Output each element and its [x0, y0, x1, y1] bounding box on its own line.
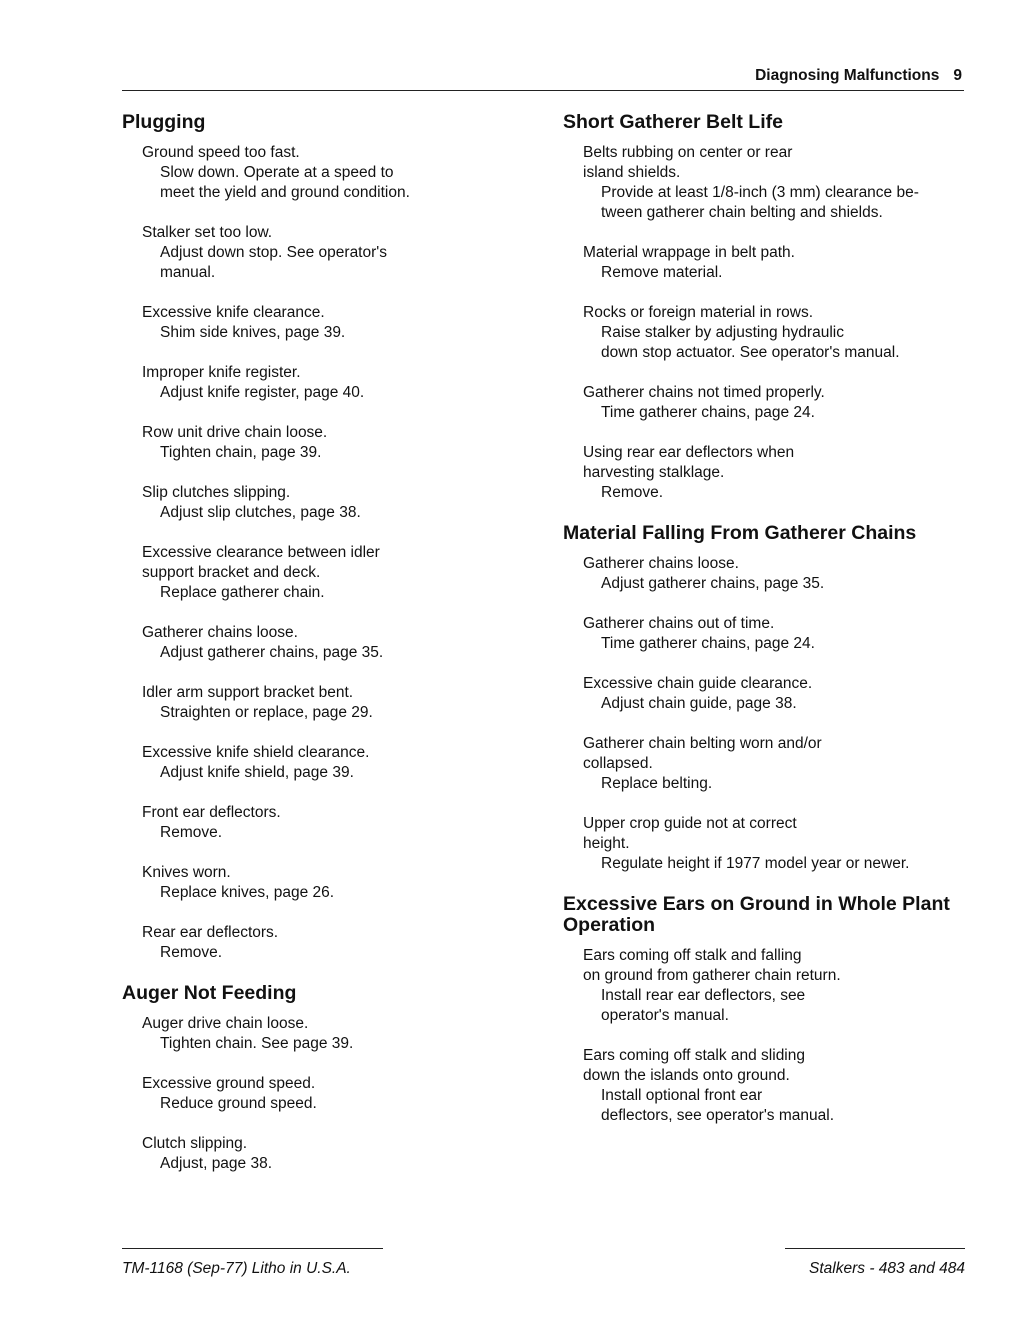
- malfunction-cause: Ground speed too fast.: [142, 144, 300, 161]
- malfunction-remedy: Remove.: [601, 484, 664, 501]
- section-plugging: [122, 112, 542, 963]
- malfunction-cause: Upper crop guide not at correct height.: [583, 815, 797, 852]
- malfunction-item: [583, 734, 983, 794]
- malfunction-remedy: Slow down. Operate at a speed to meet the yield and ground condition.: [160, 164, 410, 201]
- malfunction-remedy: Remove.: [160, 944, 223, 961]
- malfunction-item: [583, 814, 983, 874]
- malfunction-item: [142, 743, 542, 783]
- malfunction-remedy: Remove material.: [601, 264, 723, 281]
- malfunction-item: [583, 243, 983, 283]
- left-column: [122, 112, 542, 1194]
- malfunction-item: [142, 223, 542, 283]
- malfunction-cause: Using rear ear deflectors when harvesting stalklage.: [583, 444, 795, 481]
- malfunction-cause: Auger drive chain loose.: [142, 1015, 309, 1032]
- malfunction-item: [142, 363, 542, 403]
- malfunction-cause: Excessive knife clearance.: [142, 304, 325, 321]
- malfunction-cause: Rear ear deflectors.: [142, 924, 279, 941]
- right-column: [563, 112, 983, 1146]
- malfunction-remedy: Install optional front ear deflectors, see operator's manual.: [601, 1087, 834, 1124]
- malfunction-item: [583, 614, 983, 654]
- section-heading: Excessive Ears on Ground in Whole Plant Operation: [563, 893, 950, 936]
- malfunction-remedy: Raise stalker by adjusting hydraulic down stop actuator. See operator's manual.: [601, 324, 900, 361]
- malfunction-item: [142, 143, 542, 203]
- malfunction-remedy: Regulate height if 1977 model year or newer.: [601, 855, 910, 872]
- malfunction-item: [583, 383, 983, 423]
- malfunction-remedy: Reduce ground speed.: [160, 1095, 317, 1112]
- malfunction-item: [583, 554, 983, 594]
- malfunction-cause: Excessive chain guide clearance.: [583, 675, 813, 692]
- malfunction-remedy: Tighten chain. See page 39.: [160, 1035, 354, 1052]
- malfunction-item: [142, 483, 542, 523]
- malfunction-cause: Slip clutches slipping.: [142, 484, 291, 501]
- malfunction-cause: Gatherer chains loose.: [142, 624, 298, 641]
- malfunction-remedy: Replace gatherer chain.: [160, 584, 325, 601]
- malfunction-item: [142, 803, 542, 843]
- footer-rule-right: [785, 1248, 965, 1249]
- malfunction-cause: Excessive ground speed.: [142, 1075, 316, 1092]
- malfunction-cause: Ears coming off stalk and sliding down the islands onto ground.: [583, 1047, 805, 1084]
- malfunction-item: [142, 1134, 542, 1174]
- malfunction-remedy: Adjust gatherer chains, page 35.: [160, 644, 384, 661]
- malfunction-cause: Rocks or foreign material in rows.: [583, 304, 813, 321]
- malfunction-remedy: Adjust slip clutches, page 38.: [160, 504, 361, 521]
- malfunction-item: [142, 303, 542, 343]
- malfunction-cause: Belts rubbing on center or rear island shields.: [583, 144, 793, 181]
- malfunction-item: [142, 423, 542, 463]
- malfunction-remedy: Remove.: [160, 824, 223, 841]
- footer-rule-left: [122, 1248, 383, 1249]
- malfunction-cause: Front ear deflectors.: [142, 804, 281, 821]
- malfunction-cause: Excessive knife shield clearance.: [142, 744, 370, 761]
- section-heading: Material Falling From Gatherer Chains: [563, 522, 917, 544]
- malfunction-remedy: Adjust knife shield, page 39.: [160, 764, 354, 781]
- section-auger-not-feeding: [122, 983, 542, 1174]
- malfunction-remedy: Adjust knife register, page 40.: [160, 384, 365, 401]
- malfunction-remedy: Time gatherer chains, page 24.: [601, 635, 815, 652]
- malfunction-remedy: Adjust, page 38.: [160, 1155, 273, 1172]
- page-number: 9: [953, 67, 962, 84]
- malfunction-remedy: Adjust chain guide, page 38.: [601, 695, 797, 712]
- malfunction-remedy: Straighten or replace, page 29.: [160, 704, 373, 721]
- header-rule: [122, 90, 964, 91]
- malfunction-item: [583, 674, 983, 714]
- malfunction-item: [142, 863, 542, 903]
- malfunction-cause: Stalker set too low.: [142, 224, 273, 241]
- malfunction-item: [142, 1074, 542, 1114]
- malfunction-cause: Ears coming off stalk and falling on ground from gatherer chain return.: [583, 947, 841, 984]
- section-excessive-ears-on-ground-in-whole-plant-operation: [563, 894, 983, 1126]
- malfunction-item: [142, 683, 542, 723]
- malfunction-item: [142, 923, 542, 963]
- malfunction-cause: Excessive clearance between idler support bracket and deck.: [142, 544, 380, 581]
- malfunction-remedy: Replace knives, page 26.: [160, 884, 335, 901]
- malfunction-item: [583, 143, 983, 223]
- malfunction-remedy: Provide at least 1/8-inch (3 mm) clearance be- tween gatherer chain belting and shields.: [601, 184, 919, 221]
- malfunction-cause: Improper knife register.: [142, 364, 301, 381]
- malfunction-item: [583, 946, 983, 1026]
- malfunction-item: [583, 303, 983, 363]
- section-short-gatherer-belt-life: [563, 112, 983, 503]
- malfunction-item: [142, 623, 542, 663]
- malfunction-item: [583, 443, 983, 503]
- malfunction-remedy: Adjust down stop. See operator's manual.: [160, 244, 387, 281]
- malfunction-cause: Clutch slipping.: [142, 1135, 248, 1152]
- header-section-name: Diagnosing Malfunctions: [755, 67, 940, 84]
- header-title: [755, 67, 962, 85]
- malfunction-remedy: Shim side knives, page 39.: [160, 324, 346, 341]
- section-heading: Auger Not Feeding: [122, 982, 297, 1004]
- malfunction-cause: Gatherer chains out of time.: [583, 615, 775, 632]
- section-heading: Short Gatherer Belt Life: [563, 111, 783, 133]
- footer-publication-info: TM-1168 (Sep-77) Litho in U.S.A.: [122, 1260, 351, 1277]
- malfunction-item: [142, 543, 542, 603]
- malfunction-remedy: Install rear ear deflectors, see operator's manual.: [601, 987, 806, 1024]
- malfunction-cause: Idler arm support bracket bent.: [142, 684, 354, 701]
- malfunction-remedy: Time gatherer chains, page 24.: [601, 404, 815, 421]
- footer-product-name: Stalkers - 483 and 484: [809, 1260, 965, 1277]
- malfunction-item: [142, 1014, 542, 1054]
- malfunction-cause: Knives worn.: [142, 864, 231, 881]
- malfunction-item: [583, 1046, 983, 1126]
- malfunction-cause: Gatherer chains not timed properly.: [583, 384, 825, 401]
- section-material-falling-from-gatherer-chains: [563, 523, 983, 874]
- malfunction-remedy: Replace belting.: [601, 775, 713, 792]
- malfunction-cause: Gatherer chains loose.: [583, 555, 739, 572]
- malfunction-cause: Row unit drive chain loose.: [142, 424, 328, 441]
- malfunction-cause: Gatherer chain belting worn and/or collapsed.: [583, 735, 822, 772]
- malfunction-cause: Material wrappage in belt path.: [583, 244, 795, 261]
- malfunction-remedy: Tighten chain, page 39.: [160, 444, 322, 461]
- malfunction-remedy: Adjust gatherer chains, page 35.: [601, 575, 825, 592]
- section-heading: Plugging: [122, 111, 206, 133]
